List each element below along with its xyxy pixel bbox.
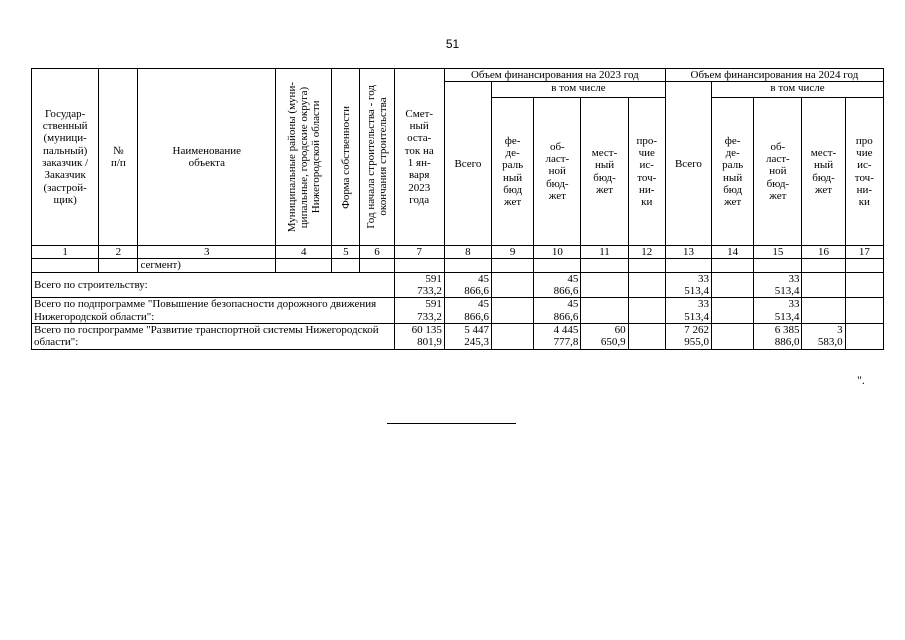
page-number: 51 bbox=[445, 37, 460, 51]
column-number: 2 bbox=[99, 246, 138, 259]
local-2024-cell bbox=[802, 272, 845, 298]
balance-cell: 60 135 801,9 bbox=[394, 323, 444, 349]
other-2024-cell bbox=[845, 323, 883, 349]
federal-2023-cell bbox=[492, 298, 534, 324]
header-districts-text: Муниципальные районы (муни- ципальные, городские округа) Нижегородской области bbox=[285, 81, 322, 233]
total-2024-cell: 33 513,4 bbox=[665, 298, 711, 324]
other-2023-cell bbox=[628, 323, 665, 349]
header-row-1 bbox=[32, 69, 884, 82]
regional-2024-cell: 6 385 886,0 bbox=[754, 323, 802, 349]
subprogram-total-row bbox=[32, 298, 884, 324]
financing-table bbox=[31, 68, 884, 350]
column-number: 17 bbox=[845, 246, 883, 259]
header-regional-2024: об- ласт- ной бюд- жет bbox=[754, 98, 802, 246]
column-number: 4 bbox=[276, 246, 332, 259]
regional-2023-cell: 45 866,6 bbox=[534, 272, 581, 298]
balance-cell: 591 733,2 bbox=[394, 272, 444, 298]
local-2024-cell bbox=[802, 298, 845, 324]
column-number: 9 bbox=[492, 246, 534, 259]
column-number: 15 bbox=[754, 246, 802, 259]
header-regional-2023: об- ласт- ной бюд- жет bbox=[534, 98, 581, 246]
header-federal-2024: фе- де- раль ный бюд жет bbox=[712, 98, 754, 246]
header-federal-2023: фе- де- раль ный бюд жет bbox=[492, 98, 534, 246]
regional-2023-cell: 4 445 777,8 bbox=[534, 323, 581, 349]
header-financing-2024: Объем финансирования на 2024 год bbox=[665, 69, 883, 82]
regional-2024-cell: 33 513,4 bbox=[754, 298, 802, 324]
other-2024-cell bbox=[845, 298, 883, 324]
local-2023-cell bbox=[581, 272, 628, 298]
total-construction-row bbox=[32, 272, 884, 298]
column-number: 1 bbox=[32, 246, 99, 259]
federal-2024-cell bbox=[712, 298, 754, 324]
header-balance: Смет- ный оста- ток на 1 ян- варя 2023 года bbox=[394, 69, 444, 246]
other-2023-cell bbox=[628, 272, 665, 298]
row-label: Всего по строительству: bbox=[32, 272, 395, 298]
header-financing-2023: Объем финансирования на 2023 год bbox=[444, 69, 665, 82]
federal-2024-cell bbox=[712, 323, 754, 349]
total-2023-cell: 45 866,6 bbox=[444, 298, 491, 324]
header-including-2023: в том числе bbox=[492, 82, 666, 98]
local-2023-cell bbox=[581, 298, 628, 324]
header-years bbox=[360, 69, 394, 246]
row-label: Всего по госпрограмме "Развитие транспортной системы Нижегородской области": bbox=[32, 323, 395, 349]
column-number: 11 bbox=[581, 246, 628, 259]
total-2024-cell: 7 262 955,0 bbox=[665, 323, 711, 349]
total-2023-cell: 45 866,6 bbox=[444, 272, 491, 298]
column-number: 5 bbox=[332, 246, 360, 259]
column-number: 14 bbox=[712, 246, 754, 259]
column-number: 16 bbox=[802, 246, 845, 259]
column-number: 13 bbox=[665, 246, 711, 259]
local-2024-cell: 3 583,0 bbox=[802, 323, 845, 349]
column-number: 6 bbox=[360, 246, 394, 259]
header-other-2024: про чие ис- точ- ни- ки bbox=[845, 98, 883, 246]
column-number: 12 bbox=[628, 246, 665, 259]
federal-2023-cell bbox=[492, 272, 534, 298]
column-number: 8 bbox=[444, 246, 491, 259]
other-2023-cell bbox=[628, 298, 665, 324]
row-label: Всего по подпрограмме "Повышение безопасности дорожного движения Нижегородской области": bbox=[32, 298, 395, 324]
column-number-row bbox=[32, 246, 884, 259]
header-years-text: Год начала строительства - год окончания строительства bbox=[364, 85, 390, 229]
separator-line bbox=[387, 423, 516, 424]
regional-2023-cell: 45 866,6 bbox=[534, 298, 581, 324]
local-2023-cell: 60 650,9 bbox=[581, 323, 628, 349]
header-object-name: Наименование объекта bbox=[138, 69, 276, 246]
header-total-2023: Всего bbox=[444, 82, 491, 246]
header-customer: Государ- ственный (муници- пальный) заказчик / Заказчик (застрой- щик) bbox=[32, 69, 99, 246]
header-ownership bbox=[332, 69, 360, 246]
balance-cell: 591 733,2 bbox=[394, 298, 444, 324]
federal-2024-cell bbox=[712, 272, 754, 298]
state-program-total-row bbox=[32, 323, 884, 349]
column-number: 3 bbox=[138, 246, 276, 259]
total-2023-cell: 5 447 245,3 bbox=[444, 323, 491, 349]
column-number: 7 bbox=[394, 246, 444, 259]
header-local-2024: мест- ный бюд- жет bbox=[802, 98, 845, 246]
closing-quote-mark: ". bbox=[857, 373, 865, 387]
column-number: 10 bbox=[534, 246, 581, 259]
header-local-2023: мест- ный бюд- жет bbox=[581, 98, 628, 246]
other-2024-cell bbox=[845, 272, 883, 298]
regional-2024-cell: 33 513,4 bbox=[754, 272, 802, 298]
total-2024-cell: 33 513,4 bbox=[665, 272, 711, 298]
federal-2023-cell bbox=[492, 323, 534, 349]
header-including-2024: в том числе bbox=[712, 82, 884, 98]
segment-text: сегмент) bbox=[138, 259, 276, 272]
header-districts bbox=[276, 69, 332, 246]
header-ownership-text: Форма собственности bbox=[339, 105, 352, 209]
header-other-2023: про- чие ис- точ- ни- ки bbox=[628, 98, 665, 246]
segment-row bbox=[32, 259, 884, 272]
header-number: № п/п bbox=[99, 69, 138, 246]
header-total-2024: Всего bbox=[665, 82, 711, 246]
